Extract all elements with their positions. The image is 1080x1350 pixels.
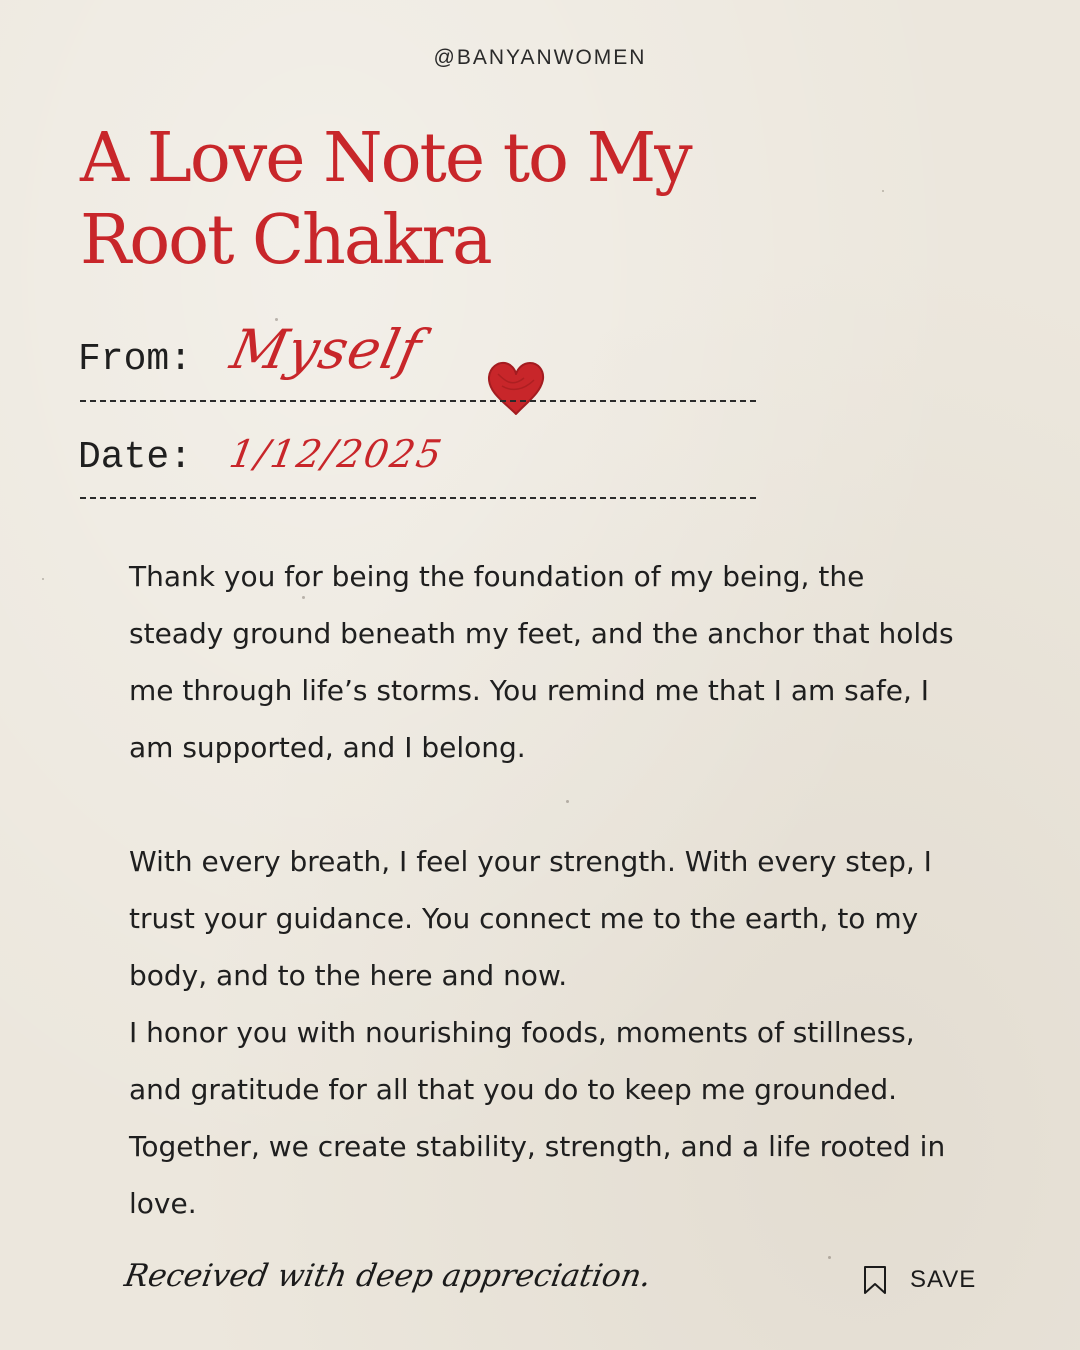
date-label: Date:: [78, 436, 193, 479]
date-underline: [80, 497, 756, 499]
from-label: From:: [78, 338, 193, 381]
signoff: Received with deep appreciation.: [121, 1258, 654, 1294]
title-line-1: A Love Note to My: [80, 119, 691, 198]
save-button[interactable]: [862, 1265, 976, 1295]
bookmark-icon: [862, 1265, 888, 1295]
date-value: 1/12/2025: [226, 432, 447, 476]
body-paragraph-1: Thank you for being the foundation of my being, the steady ground beneath my feet, and the anchor that holds me through life’s storms. You remind me that I am safe, I am supported, and I belong.: [129, 560, 954, 764]
page-title: [80, 118, 840, 282]
save-label: SAVE: [910, 1266, 977, 1293]
from-value: Myself: [225, 318, 428, 381]
body-paragraph-2: With every breath, I feel your strength. With every step, I trust your guidance. You connect me to the earth, to my body, and to the here and now.: [129, 845, 932, 992]
paragraph-spacer: [129, 776, 959, 833]
letter-body: [129, 548, 959, 1232]
paper-speck: [828, 1256, 831, 1259]
paper-speck: [42, 578, 44, 580]
account-handle: @BANYANWOMEN: [433, 46, 647, 69]
from-underline: [80, 400, 756, 402]
body-paragraph-3: I honor you with nourishing foods, moments of stillness, and gratitude for all that you do to keep me grounded. Together, we create stability, strength, and a life rooted in love.: [129, 1016, 946, 1220]
heart-icon: [484, 358, 548, 418]
title-line-2: Root Chakra: [80, 201, 491, 280]
paper-speck: [882, 190, 884, 192]
